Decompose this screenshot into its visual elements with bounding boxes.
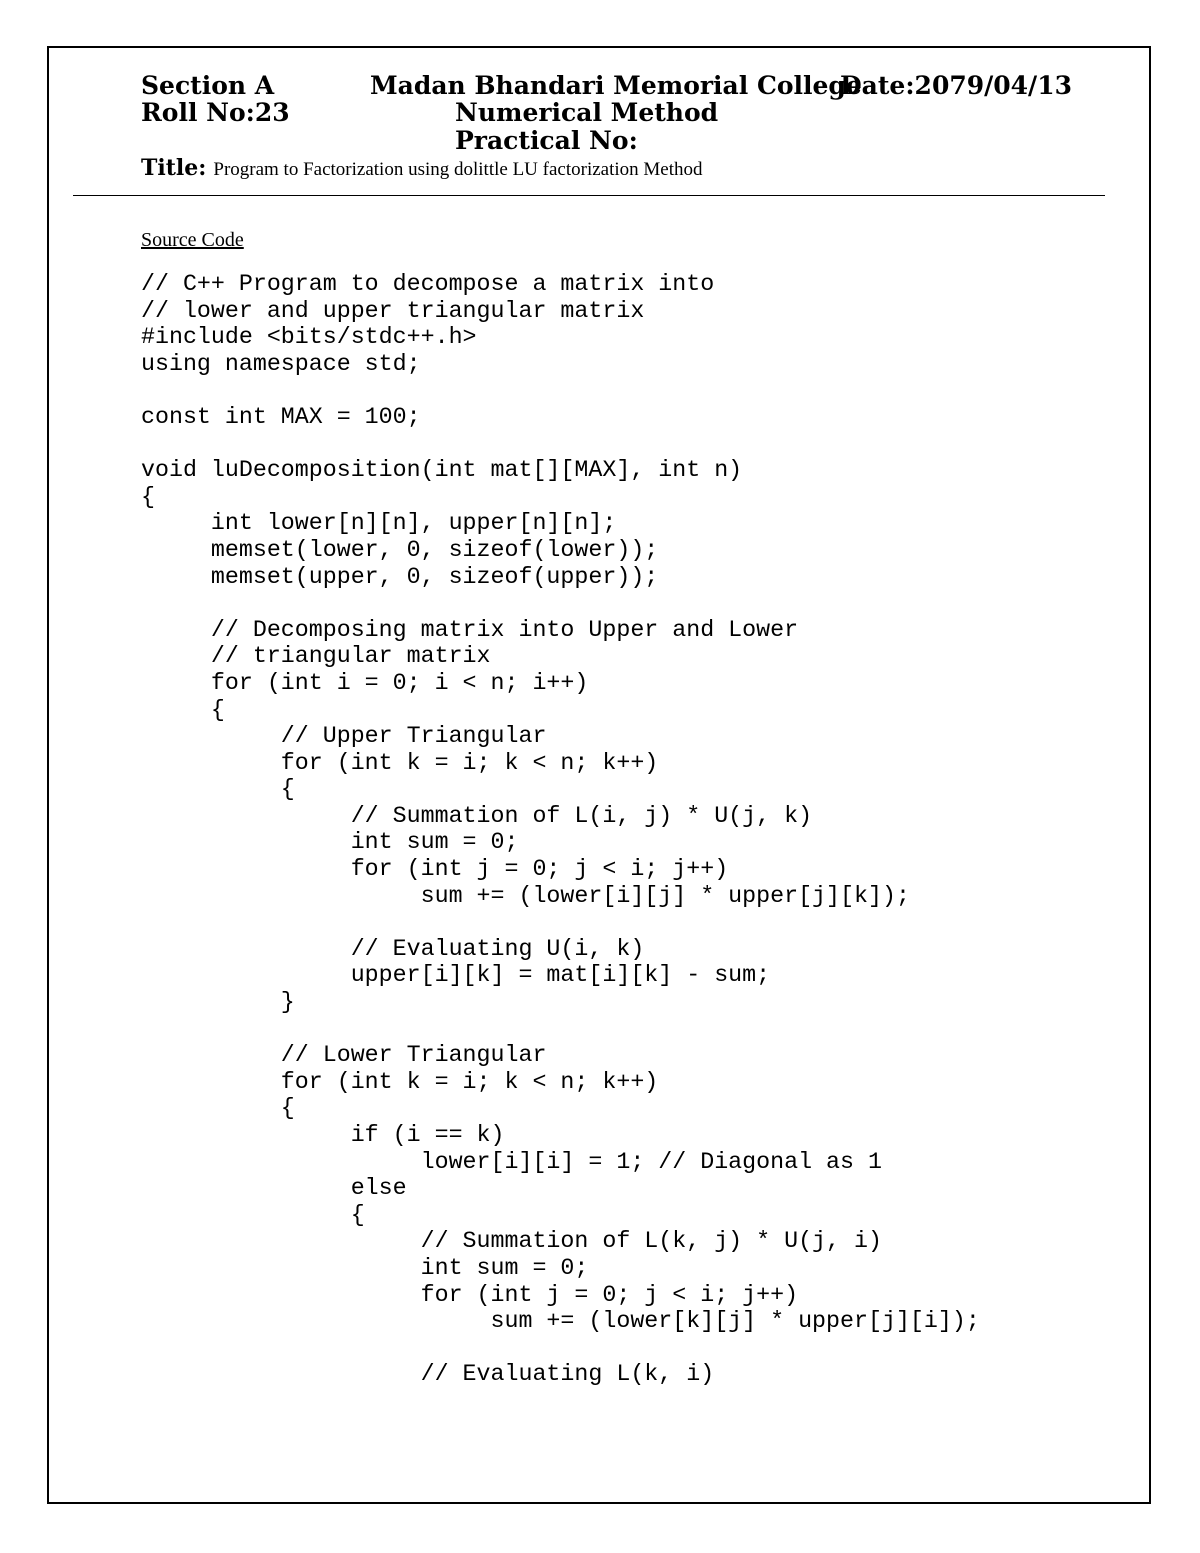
code-line: int lower[n][n], upper[n][n]; bbox=[141, 510, 617, 537]
code-line: else bbox=[141, 1175, 407, 1202]
subject-name: Numerical Method bbox=[455, 98, 719, 127]
code-line: memset(lower, 0, sizeof(lower)); bbox=[141, 536, 659, 563]
code-line: // Summation of L(k, j) * U(j, i) bbox=[141, 1228, 882, 1255]
code-line: // Decomposing matrix into Upper and Lower bbox=[141, 616, 799, 643]
practical-number: Practical No: bbox=[455, 126, 638, 155]
code-line: memset(upper, 0, sizeof(upper)); bbox=[141, 563, 659, 590]
code-line: // Upper Triangular bbox=[141, 723, 547, 750]
code-line: int sum = 0; bbox=[141, 829, 519, 856]
section-label: Section A bbox=[141, 71, 275, 100]
code-line bbox=[141, 1016, 980, 1043]
roll-number: Roll No:23 bbox=[141, 98, 290, 127]
code-line: // Evaluating L(k, i) bbox=[141, 1361, 715, 1388]
code-line: // C++ Program to decompose a matrix into bbox=[141, 271, 715, 297]
code-line: } bbox=[141, 989, 295, 1016]
date-label: Date:2079/04/13 bbox=[840, 71, 1072, 100]
code-line: upper[i][k] = mat[i][k] - sum; bbox=[141, 962, 771, 989]
code-line: // Summation of L(i, j) * U(j, k) bbox=[141, 802, 813, 829]
code-line bbox=[141, 590, 980, 617]
code-line: const int MAX = 100; bbox=[141, 403, 421, 430]
code-line: void luDecomposition(int mat[][MAX], int n) bbox=[141, 457, 743, 484]
code-line: { bbox=[141, 696, 225, 723]
code-line: // Evaluating U(i, k) bbox=[141, 935, 645, 962]
code-line: for (int k = i; k < n; k++) bbox=[141, 749, 659, 776]
title-text: Program to Factorization using dolittle LU factorization Method bbox=[213, 159, 703, 180]
header-divider bbox=[73, 195, 1105, 196]
code-line: int sum = 0; bbox=[141, 1254, 589, 1281]
code-line: { bbox=[141, 1095, 295, 1122]
college-name: Madan Bhandari Memorial College bbox=[370, 71, 862, 100]
code-line: // lower and upper triangular matrix bbox=[141, 297, 645, 324]
title-label: Title: bbox=[141, 155, 207, 181]
source-code-label: Source Code bbox=[141, 229, 244, 251]
code-line bbox=[141, 909, 980, 936]
code-line: { bbox=[141, 483, 155, 510]
code-block bbox=[141, 271, 980, 1388]
code-line bbox=[141, 1335, 980, 1362]
code-line: using namespace std; bbox=[141, 350, 421, 377]
code-line: lower[i][i] = 1; // Diagonal as 1 bbox=[141, 1148, 882, 1175]
code-line: { bbox=[141, 776, 295, 803]
code-line bbox=[141, 431, 980, 458]
code-line: // Lower Triangular bbox=[141, 1042, 547, 1069]
code-line: for (int j = 0; j < i; j++) bbox=[141, 1281, 799, 1308]
code-line: { bbox=[141, 1201, 365, 1228]
code-line: sum += (lower[i][j] * upper[j][k]); bbox=[141, 882, 910, 909]
title-line bbox=[141, 155, 703, 181]
code-line: // triangular matrix bbox=[141, 643, 491, 670]
code-line: #include <bits/stdc++.h> bbox=[141, 324, 477, 351]
code-line: sum += (lower[k][j] * upper[j][i]); bbox=[141, 1308, 980, 1335]
code-line bbox=[141, 377, 980, 404]
code-line: if (i == k) bbox=[141, 1122, 505, 1148]
code-line: for (int i = 0; i < n; i++) bbox=[141, 669, 589, 696]
code-line: for (int k = i; k < n; k++) bbox=[141, 1068, 659, 1095]
code-line: for (int j = 0; j < i; j++) bbox=[141, 856, 729, 883]
